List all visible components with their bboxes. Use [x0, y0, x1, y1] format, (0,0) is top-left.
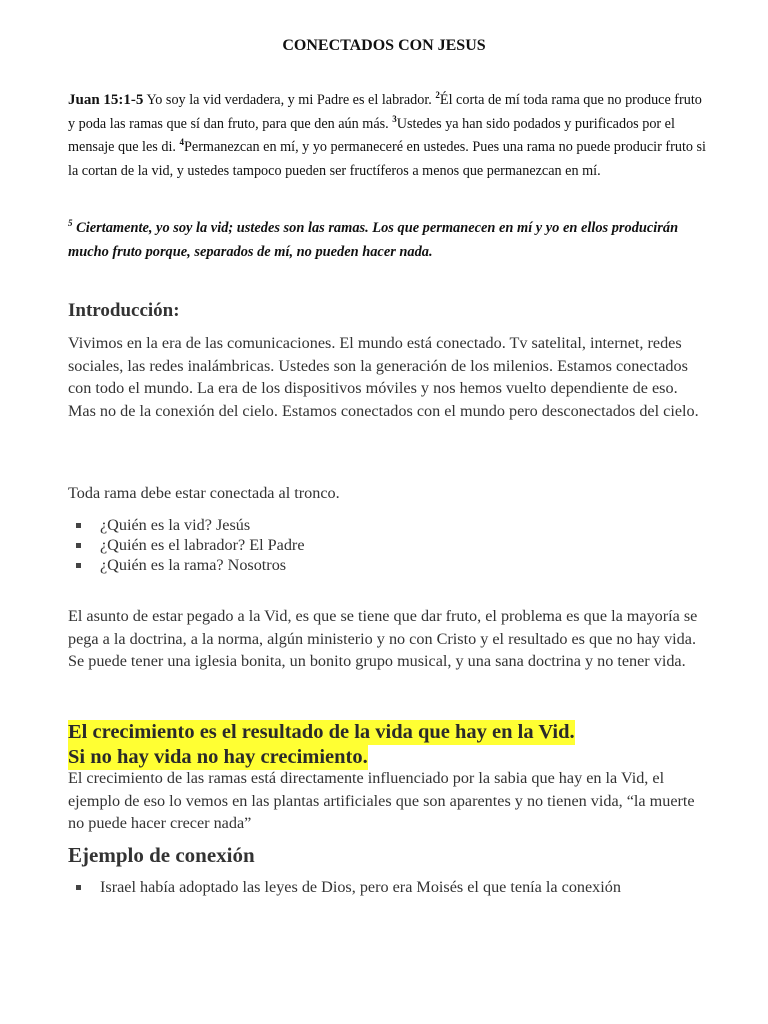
verse-3-text: Ustedes ya han sido podados y purificados por el mensaje que les di.	[68, 115, 675, 155]
verse-5	[68, 216, 708, 264]
ejemplo-heading: Ejemplo de conexión	[68, 843, 255, 867]
list-item-text: ¿Quién es la vid? Jesús	[100, 516, 251, 534]
tronco-bullet-list	[68, 515, 305, 575]
verse-4-text: Permanezcan en mí, y yo permaneceré en ustedes. Pues una rama no puede producir fruto si la cortan de la vid, y ustedes tampoco pueden ser fructíferos a menos que permanezcan en mí.	[68, 139, 706, 179]
ejemplo-bullet-list	[68, 877, 621, 897]
asunto-paragraph: El asunto de estar pegado a la Vid, es que se tiene que dar fruto, el problema es que la mayoría se pega a la doctrina, a la norma, algún ministerio y no con Cristo y el resultado es que no hay vida. Se puede tener una iglesia bonita, un bonito grupo musical, y una sana doctrina y no tener vida.	[68, 607, 698, 670]
list-item	[68, 515, 305, 535]
verse-2-number: 2	[435, 90, 440, 100]
highlight-line-2: Si no hay vida no hay crecimiento.	[68, 746, 368, 768]
crecimiento-highlight-heading	[68, 720, 575, 770]
bullet-square-icon	[76, 523, 81, 528]
verse-passage	[68, 89, 708, 183]
page-title: CONECTADOS CON JESUS	[282, 37, 486, 54]
introduccion-heading: Introducción:	[68, 300, 180, 321]
list-item	[68, 877, 621, 897]
verse-4-number: 4	[179, 137, 184, 147]
tronco-paragraph: Toda rama debe estar conectada al tronco.	[68, 484, 340, 502]
highlight-line-1: El crecimiento es el resultado de la vida que hay en la Vid.	[68, 721, 575, 743]
list-item-text: ¿Quién es la rama? Nosotros	[100, 556, 287, 574]
bullet-square-icon	[76, 543, 81, 548]
list-item-text: Israel había adoptado las leyes de Dios, pero era Moisés el que tenía la conexión	[100, 878, 621, 896]
verse-1-text: Yo soy la vid verdadera, y mi Padre es el labrador.	[146, 92, 432, 108]
introduccion-paragraph: Vivimos en la era de las comunicaciones. El mundo está conectado. Tv satelital, internet, redes sociales, las redes inalámbricas. Ustedes son la generación de los milenios. Estamos conectados con todo el mundo. La era de los dispositivos móviles y nos hemos vuelto dependiente de eso. Mas no de la conexión del cielo. Estamos conectados con el mundo pero desconectados del cielo.	[68, 334, 699, 420]
crecimiento-paragraph: El crecimiento de las ramas está directamente influenciado por la sabia que hay en la Vid, el ejemplo de eso lo vemos en las plantas artificiales que son aparentes y no tienen vida, “la muerte no puede hacer crecer nada”	[68, 769, 695, 832]
bullet-square-icon	[76, 885, 81, 890]
verse-5-text: Ciertamente, yo soy la vid; ustedes son las ramas. Los que permanecen en mí y yo en ellos producirán mucho fruto porque, separados de mí, no pueden hacer nada.	[68, 220, 679, 260]
verse-5-number: 5	[68, 218, 73, 228]
list-item	[68, 535, 305, 555]
list-item-text: ¿Quién es el labrador? El Padre	[100, 536, 305, 554]
list-item	[68, 555, 305, 575]
verse-2-text: Él corta de mí toda rama que no produce fruto y poda las ramas que sí dan fruto, para que den aún más.	[68, 92, 702, 132]
verse-3-number: 3	[392, 113, 397, 124]
bullet-square-icon	[76, 563, 81, 568]
verse-reference: Juan 15:1-5	[68, 92, 144, 108]
